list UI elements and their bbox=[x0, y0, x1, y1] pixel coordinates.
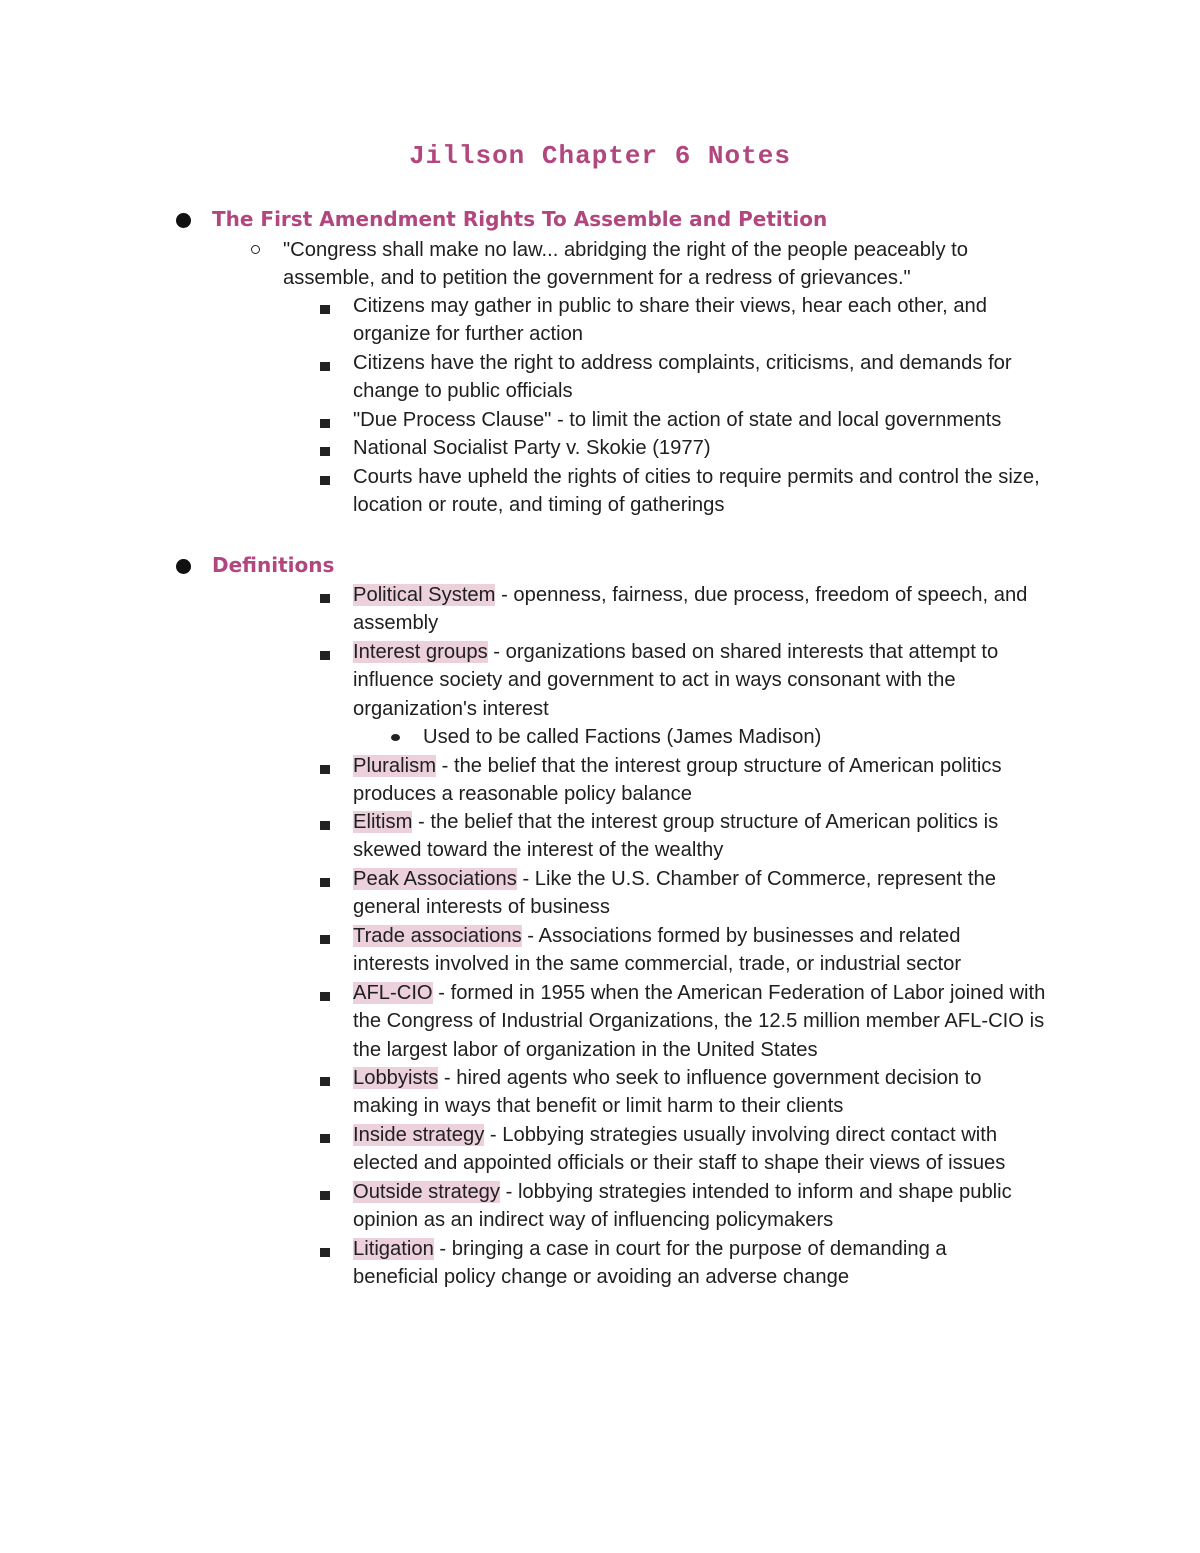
bullet-icon bbox=[176, 213, 191, 228]
section-heading-definitions bbox=[212, 551, 334, 579]
square-bullet-icon bbox=[320, 1248, 330, 1257]
filled-bullet-icon bbox=[391, 734, 400, 741]
section-heading-first-amendment bbox=[212, 205, 827, 233]
definition-item bbox=[353, 1064, 1043, 1121]
definition-term: Interest groups bbox=[353, 641, 488, 663]
definition-text: - the belief that the interest group structure of American politics is skewed toward the interest of the wealthy bbox=[353, 811, 999, 862]
definition-term: Outside strategy bbox=[353, 1181, 500, 1203]
quote-text: "Congress shall make no law... abridging the right of the people peaceably to assemble, and to petition the government for a redress of grievances." bbox=[283, 239, 968, 290]
definition-item bbox=[353, 979, 1058, 1064]
square-bullet-icon bbox=[320, 362, 330, 371]
list-item: Courts have upheld the rights of cities to require permits and control the size, location or route, and timing of gatherings bbox=[353, 463, 1053, 520]
hollow-bullet-icon bbox=[251, 245, 260, 254]
list-item: "Due Process Clause" - to limit the action of state and local governments bbox=[353, 406, 1073, 434]
definition-text: - hired agents who seek to influence government decision to making in ways that benefit or limit harm to their clients bbox=[353, 1067, 982, 1118]
definition-item bbox=[353, 752, 1063, 809]
definition-term: Political System bbox=[353, 584, 496, 606]
definition-item bbox=[353, 1235, 1023, 1292]
square-bullet-icon bbox=[320, 1134, 330, 1143]
definition-item bbox=[353, 1121, 1063, 1178]
square-bullet-icon bbox=[320, 305, 330, 314]
list-item: Citizens may gather in public to share their views, hear each other, and organize for further action bbox=[353, 292, 1053, 349]
definition-text: - bringing a case in court for the purpose of demanding a beneficial policy change or avoiding an adverse change bbox=[353, 1238, 947, 1289]
definition-term: Peak Associations bbox=[353, 868, 517, 890]
square-bullet-icon bbox=[320, 1077, 330, 1086]
definition-term: Trade associations bbox=[353, 925, 522, 947]
page-title: Jillson Chapter 6 Notes bbox=[409, 141, 791, 171]
sub-list-item: Used to be called Factions (James Madison) bbox=[423, 723, 1043, 751]
list-item: National Socialist Party v. Skokie (1977) bbox=[353, 434, 1073, 462]
definition-item bbox=[353, 808, 1053, 865]
definition-text: - Like the U.S. Chamber of Commerce, represent the general interests of business bbox=[353, 868, 996, 919]
square-bullet-icon bbox=[320, 651, 330, 660]
definition-term: AFL-CIO bbox=[353, 982, 433, 1004]
definition-text: - Lobbying strategies usually involving direct contact with elected and appointed officials or their staff to shape their views of issues bbox=[353, 1124, 1006, 1175]
definition-item bbox=[353, 581, 1053, 638]
square-bullet-icon bbox=[320, 992, 330, 1001]
definition-term: Lobbyists bbox=[353, 1067, 439, 1089]
section-heading-text: Definitions bbox=[212, 553, 335, 577]
section-heading-text: The First Amendment Rights To Assemble and Petition bbox=[212, 207, 828, 231]
bullet-icon bbox=[176, 559, 191, 574]
definition-item bbox=[353, 865, 1053, 922]
definition-text: - lobbying strategies intended to inform and shape public opinion as an indirect way of influencing policymakers bbox=[353, 1181, 1012, 1232]
definition-term: Litigation bbox=[353, 1238, 434, 1260]
definition-term: Elitism bbox=[353, 811, 413, 833]
definition-term: Pluralism bbox=[353, 755, 437, 777]
square-bullet-icon bbox=[320, 1191, 330, 1200]
square-bullet-icon bbox=[320, 476, 330, 485]
definition-text: - openness, fairness, due process, freedom of speech, and assembly bbox=[353, 584, 1028, 635]
square-bullet-icon bbox=[320, 821, 330, 830]
definition-item bbox=[353, 1178, 1063, 1235]
amendment-quote bbox=[283, 236, 1043, 293]
square-bullet-icon bbox=[320, 935, 330, 944]
square-bullet-icon bbox=[320, 419, 330, 428]
definition-text: - formed in 1955 when the American Federation of Labor joined with the Congress of Industrial Organizations, the 12.5 million member AFL-CIO is the largest labor of organization in the United States bbox=[353, 982, 1046, 1061]
definition-text: - Associations formed by businesses and related interests involved in the same commercial, trade, or industrial sector bbox=[353, 925, 962, 976]
square-bullet-icon bbox=[320, 765, 330, 774]
definition-item bbox=[353, 638, 1053, 723]
definition-text: - the belief that the interest group structure of American politics produces a reasonable policy balance bbox=[353, 755, 1002, 806]
definition-text: - organizations based on shared interests that attempt to influence society and government to act in ways consonant with the organization's interest bbox=[353, 641, 999, 720]
square-bullet-icon bbox=[320, 594, 330, 603]
definition-item bbox=[353, 922, 1023, 979]
definition-term: Inside strategy bbox=[353, 1124, 485, 1146]
list-item: Citizens have the right to address complaints, criticisms, and demands for change to public officials bbox=[353, 349, 1063, 406]
square-bullet-icon bbox=[320, 878, 330, 887]
square-bullet-icon bbox=[320, 447, 330, 456]
